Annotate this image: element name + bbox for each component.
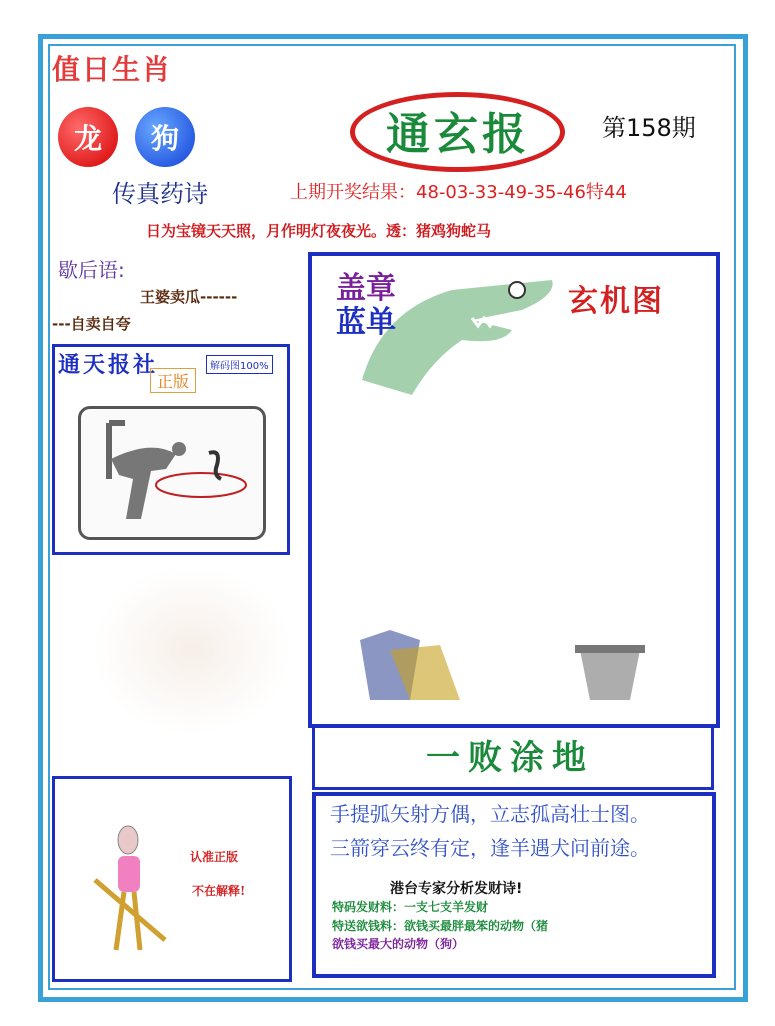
xuanji-title: 玄机图 [568, 284, 664, 319]
analysis-heading: 港台专家分析发财诗! [390, 881, 523, 897]
xiehouyu-line2: ---自卖自夸 [52, 315, 131, 333]
stamp-title-line1: 盖章 [336, 271, 396, 306]
genuine-line-2: 不在解释! [192, 884, 246, 898]
cartoon-figure-icon [90, 820, 170, 960]
genuine-line-1: 认准正版 [190, 850, 239, 864]
faded-image-area [92, 565, 292, 735]
panel-bottom-objects [330, 600, 690, 710]
xiehouyu-label: 歇后语: [58, 258, 125, 282]
genuine-box [52, 776, 292, 982]
stamp-title [336, 272, 396, 340]
fax-poem-label: 传真药诗 [112, 180, 208, 208]
tongtian-tag: 解码图100% [206, 355, 273, 374]
issue-number: 第158期 [602, 114, 696, 142]
analysis-line-1: 特码发财料：一支七支羊发财 [332, 900, 489, 914]
zodiac-ball-dragon: 龙 [58, 107, 118, 167]
zhiri-label: 值日生肖 [52, 53, 173, 86]
banner-text: 一败涂地 [426, 738, 594, 778]
xiehouyu-line1: 王婆卖瓜------ [140, 288, 238, 306]
poem-line-1: 手提弧矢射方偶，立志孤高壮士图。 [330, 802, 650, 826]
last-result: 上期开奖结果：48-03-33-49-35-46特44 [290, 182, 627, 203]
zodiac-ball-dog: 狗 [135, 107, 195, 167]
poem-line-2: 三箭穿云终有定，逢羊遇犬问前途。 [330, 836, 650, 860]
golfer-icon [81, 409, 263, 537]
zhengban-stamp: 正版 [150, 368, 196, 393]
golfer-picture [78, 406, 266, 540]
poem-line: 日为宝镜天天照，月作明灯夜夜光。透：猪鸡狗蛇马 [146, 222, 492, 240]
stamp-title-line2: 蓝单 [336, 305, 396, 340]
analysis-line-3: 欲钱买最大的动物（狗） [332, 937, 465, 951]
logo-title: 通玄报 [386, 109, 530, 160]
tongtian-title: 通天报社 [58, 352, 159, 378]
analysis-line-2: 特送欲钱料：欲钱买最胖最笨的动物（猪 [332, 919, 549, 933]
